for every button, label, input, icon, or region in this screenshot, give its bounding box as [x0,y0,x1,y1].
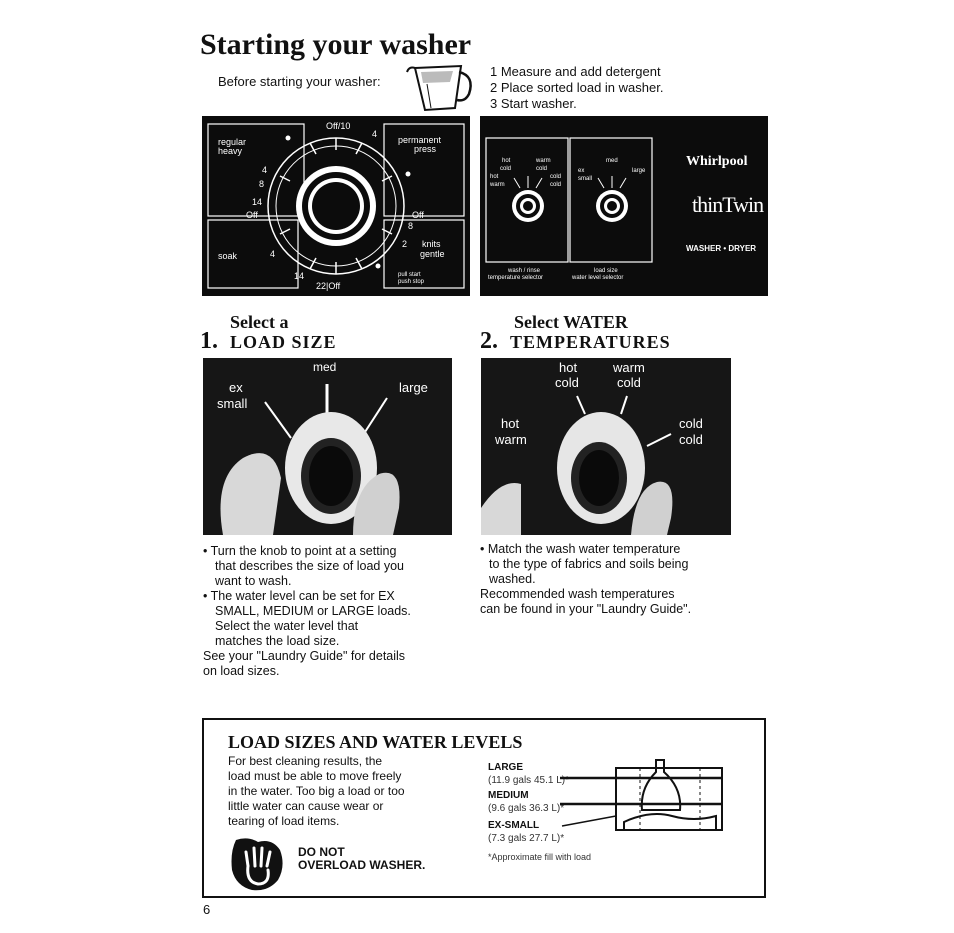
off-10-label: Off/10 [326,121,351,131]
start-steps [490,64,663,112]
temp-label: warm [536,158,551,164]
section1-line2: LOAD SIZE [230,332,337,352]
hot-top-label: hot [559,360,578,375]
pull-start-label: pull start [398,272,421,278]
footnote: *Approximate fill with load [488,852,592,862]
section1-number: 1. [200,328,218,354]
num-label: 2 [402,239,408,249]
exsmall-label: EX-SMALL [488,820,540,831]
before-label: Before starting your washer: [218,74,381,89]
medium-label: MEDIUM [488,790,529,801]
section1-line1: Select a [230,312,289,332]
medium-value: (9.6 gals 36.3 L)* [488,803,565,814]
hot-left-label: hot [501,416,520,431]
med-label: med [313,360,337,374]
paragraph-line: load must be able to move freely [228,769,402,783]
soak-label: soak [218,251,238,261]
script-logo: thinTwin [692,192,764,217]
cold-right-label: cold [679,432,703,447]
warning-line: OVERLOAD WASHER. [298,858,426,872]
timer-control-panel [202,116,470,296]
permanent-label: permanent [398,135,442,145]
temp-caption: wash / rinse [508,268,541,274]
cold-right-label: cold [679,416,703,431]
temp-label: cold [550,174,562,180]
num-label: 14 [252,197,263,207]
off-left-label: Off [246,210,258,220]
temp-label: hot [502,158,511,164]
water-temp-photo [481,358,731,535]
brand-logo: Whirlpool [686,154,748,169]
load-sizes-title: LOAD SIZES AND WATER LEVELS [228,732,523,752]
large-label: LARGE [488,762,523,773]
temp-label: hot [490,174,499,180]
recommended-note: can be found in your "Laundry Guide". [480,602,692,616]
bullet-line: that describes the size of load you [215,559,405,573]
load-sizes-paragraph [228,754,405,829]
step-item: 3 Start washer. [490,96,577,111]
temp-label: cold [536,166,548,172]
load-label: small [578,176,593,182]
load-label: med [606,158,618,164]
heavy-label: heavy [218,146,243,156]
temp-label: warm [490,182,505,188]
large-label: large [399,380,428,395]
bullet-line: Select the water level that [215,619,359,633]
num-label: 14 [294,271,305,281]
bullet-line: want to wash. [215,574,292,588]
exsmall-value: (7.3 gals 27.7 L)* [488,833,565,844]
cold-top2-label: cold [617,375,641,390]
section1-bullets [203,544,463,679]
num-label: 8 [259,179,265,189]
step-item: 1 Measure and add detergent [490,64,661,79]
num-label: 8 [408,221,414,231]
press-label: press [414,144,437,154]
washer-dryer-label: WASHER • DRYER [686,244,757,253]
gentle-label: gentle [420,249,445,259]
section2-number: 2. [480,328,498,354]
num-label: 4 [262,165,268,175]
temp-label: cold [500,166,512,172]
small-label: small [217,396,248,411]
off-right-label: Off [412,210,424,220]
knits-label: knits [422,239,441,249]
selector-control-panel [480,116,768,296]
load-size-photo [203,358,452,535]
load-caption: load size [594,268,618,274]
bullet-line: matches the load size. [215,634,340,648]
warm-top-label: warm [613,360,645,375]
measuring-cup-icon [403,58,483,113]
load-label: large [632,168,646,174]
paragraph-line: in the water. Too big a load or too [228,784,405,798]
bullet-line: washed. [489,572,536,586]
paragraph-line: For best cleaning results, the [228,754,383,768]
water-level-diagram [560,758,730,838]
warning-line: DO NOT [298,845,345,859]
num-label: 4 [270,249,276,259]
overload-warning [298,846,425,872]
paragraph-line: little water can cause wear or [228,799,384,813]
num-label: 4 [372,129,378,139]
off-bottom-label: 22|Off [316,281,341,291]
page-title: Starting your washer [200,28,472,61]
recommended-note: Recommended wash temperatures [480,587,675,601]
guide-note: on load sizes. [203,664,280,678]
bullet-line: SMALL, MEDIUM or LARGE loads. [215,604,411,618]
section2-line1: Select WATER [514,312,628,332]
guide-note: See your "Laundry Guide" for details [203,649,406,663]
page-number: 6 [203,902,211,917]
bullet-line: • The water level can be set for EX [203,589,395,603]
warm-left-label: warm [495,432,527,447]
temp-caption: temperature selector [488,275,544,281]
load-caption: water level selector [572,275,624,281]
temp-label: cold [550,182,562,188]
push-stop-label: push stop [398,279,425,285]
bullet-line: to the type of fabrics and soils being [489,557,689,571]
large-value: (11.9 gals 45.1 L)* [488,775,569,786]
ex-label: ex [229,380,243,395]
bullet-line: • Match the wash water temperature [480,542,681,556]
section2-bullets [480,542,770,617]
regular-label: regular [218,137,247,147]
cold-top-label: cold [555,375,579,390]
step-item: 2 Place sorted load in washer. [490,80,664,95]
bullet-line: • Turn the knob to point at a setting [203,544,397,558]
section2-line2: TEMPERATURES [510,332,671,352]
paragraph-line: tearing of load items. [228,814,340,828]
load-label: ex [578,168,585,174]
stop-hand-icon [228,836,288,892]
